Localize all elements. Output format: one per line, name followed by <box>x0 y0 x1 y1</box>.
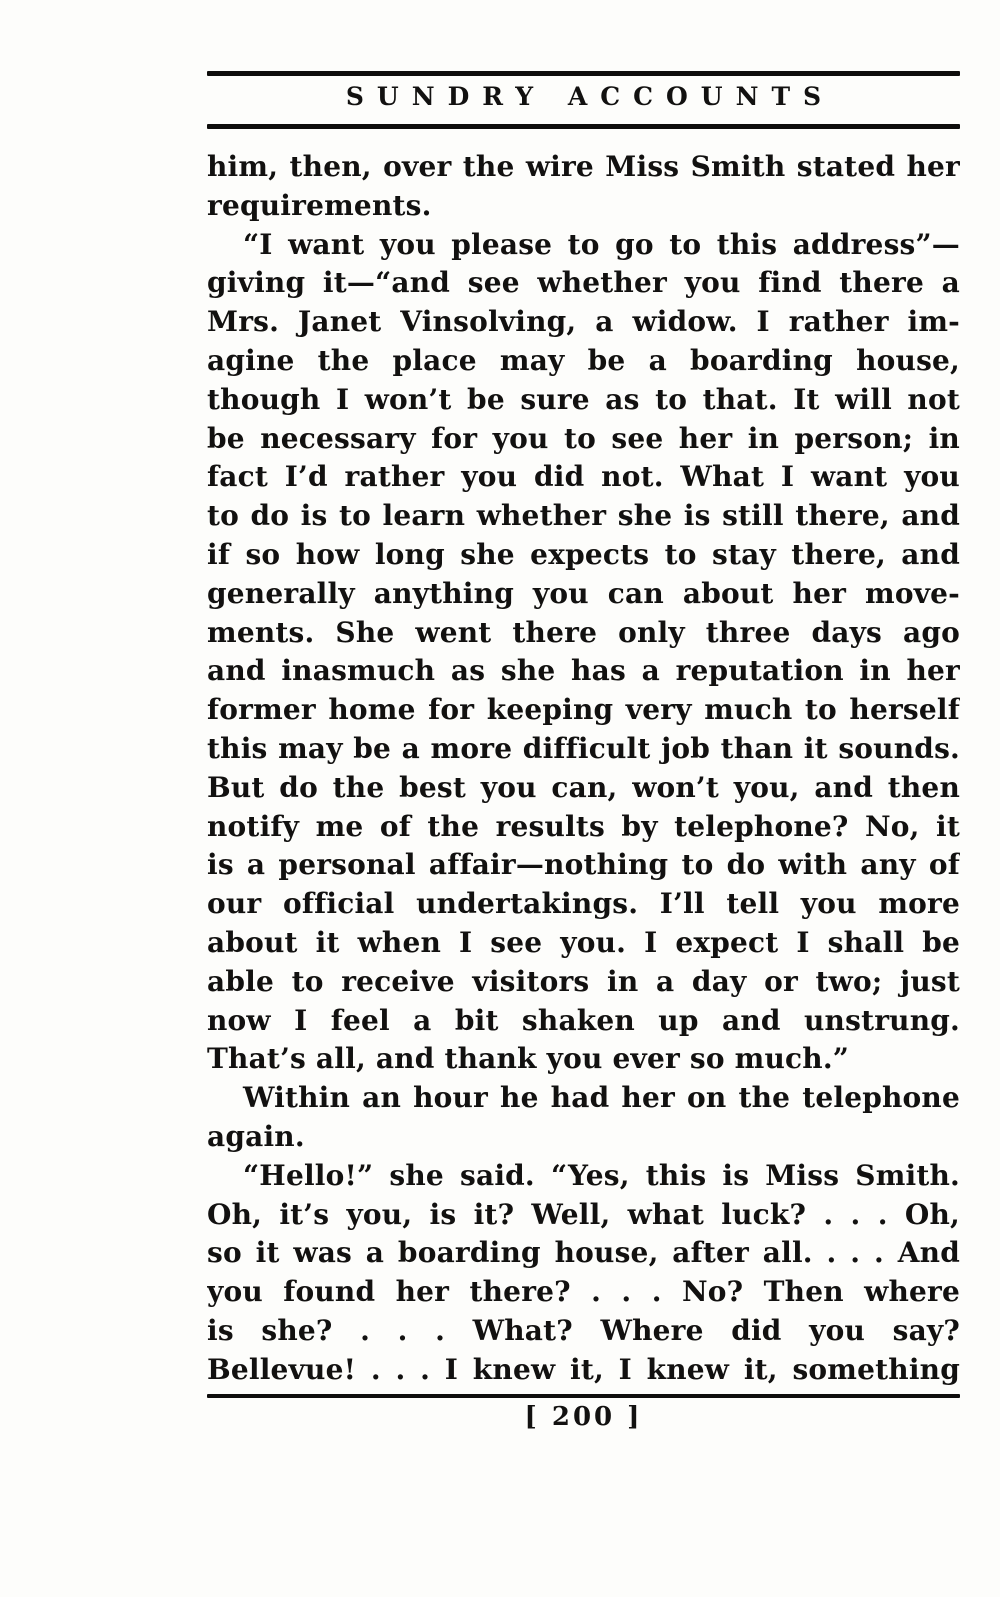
text-line: Mrs. Janet Vinsolving, a widow. I rather im- <box>207 305 960 339</box>
text-line: notify me of the results by telephone? No, it <box>207 809 960 843</box>
text-line: is she? . . . What? Where did you say? <box>207 1313 960 1347</box>
text-line: our official undertakings. I’ll tell you more <box>207 887 960 921</box>
header-rule-bottom <box>207 124 960 129</box>
footer-rule <box>207 1394 960 1398</box>
text-line: is a personal affair—nothing to do with any of <box>207 848 960 882</box>
text-line: now I feel a bit shaken up and unstrung. <box>207 1003 960 1037</box>
text-line: giving it—“and see whether you find there a <box>207 266 960 300</box>
page-number: [ 200 ] <box>524 1402 643 1432</box>
text-line: Oh, it’s you, is it? Well, what luck? . . . Oh, <box>207 1197 960 1231</box>
header-rule-top <box>207 71 960 76</box>
text-line: again. <box>207 1119 305 1153</box>
text-line: generally anything you can about her move- <box>207 576 960 610</box>
text-line: ments. She went there only three days ago <box>207 615 960 649</box>
text-line: so it was a boarding house, after all. . . . And <box>207 1236 960 1270</box>
text-line: agine the place may be a boarding house, <box>207 343 960 377</box>
text-line: and inasmuch as she has a reputation in her <box>207 654 960 688</box>
text-line: fact I’d rather you did not. What I want you <box>207 460 960 494</box>
text-line: “Hello!” she said. “Yes, this is Miss Smith. <box>243 1158 960 1192</box>
body-text <box>207 148 960 1390</box>
text-line: be necessary for you to see her in person; in <box>207 421 960 455</box>
running-head-title: SUNDRY ACCOUNTS <box>345 82 835 111</box>
text-line: this may be a more difficult job than it sounds. <box>207 731 960 765</box>
text-line: requirements. <box>207 188 432 222</box>
text-line: him, then, over the wire Miss Smith stated her <box>207 150 960 183</box>
text-line: about it when I see you. I expect I shall be <box>207 925 960 959</box>
text-line: though I won’t be sure as to that. It will not <box>207 382 960 416</box>
text-line: able to receive visitors in a day or two; just <box>207 964 960 998</box>
text-line: Bellevue! . . . I knew it, I knew it, something <box>207 1352 960 1386</box>
text-line: “I want you please to go to this address”— <box>243 227 960 261</box>
text-line: if so how long she expects to stay there, and <box>207 537 960 571</box>
text-line: former home for keeping very much to herself <box>207 693 960 727</box>
text-line: you found her there? . . . No? Then where <box>207 1275 960 1309</box>
text-line: Within an hour he had her on the telephone <box>243 1081 960 1115</box>
text-line: But do the best you can, won’t you, and then <box>207 770 960 804</box>
text-line: That’s all, and thank you ever so much.” <box>207 1042 850 1076</box>
text-line: to do is to learn whether she is still there, and <box>207 499 960 533</box>
